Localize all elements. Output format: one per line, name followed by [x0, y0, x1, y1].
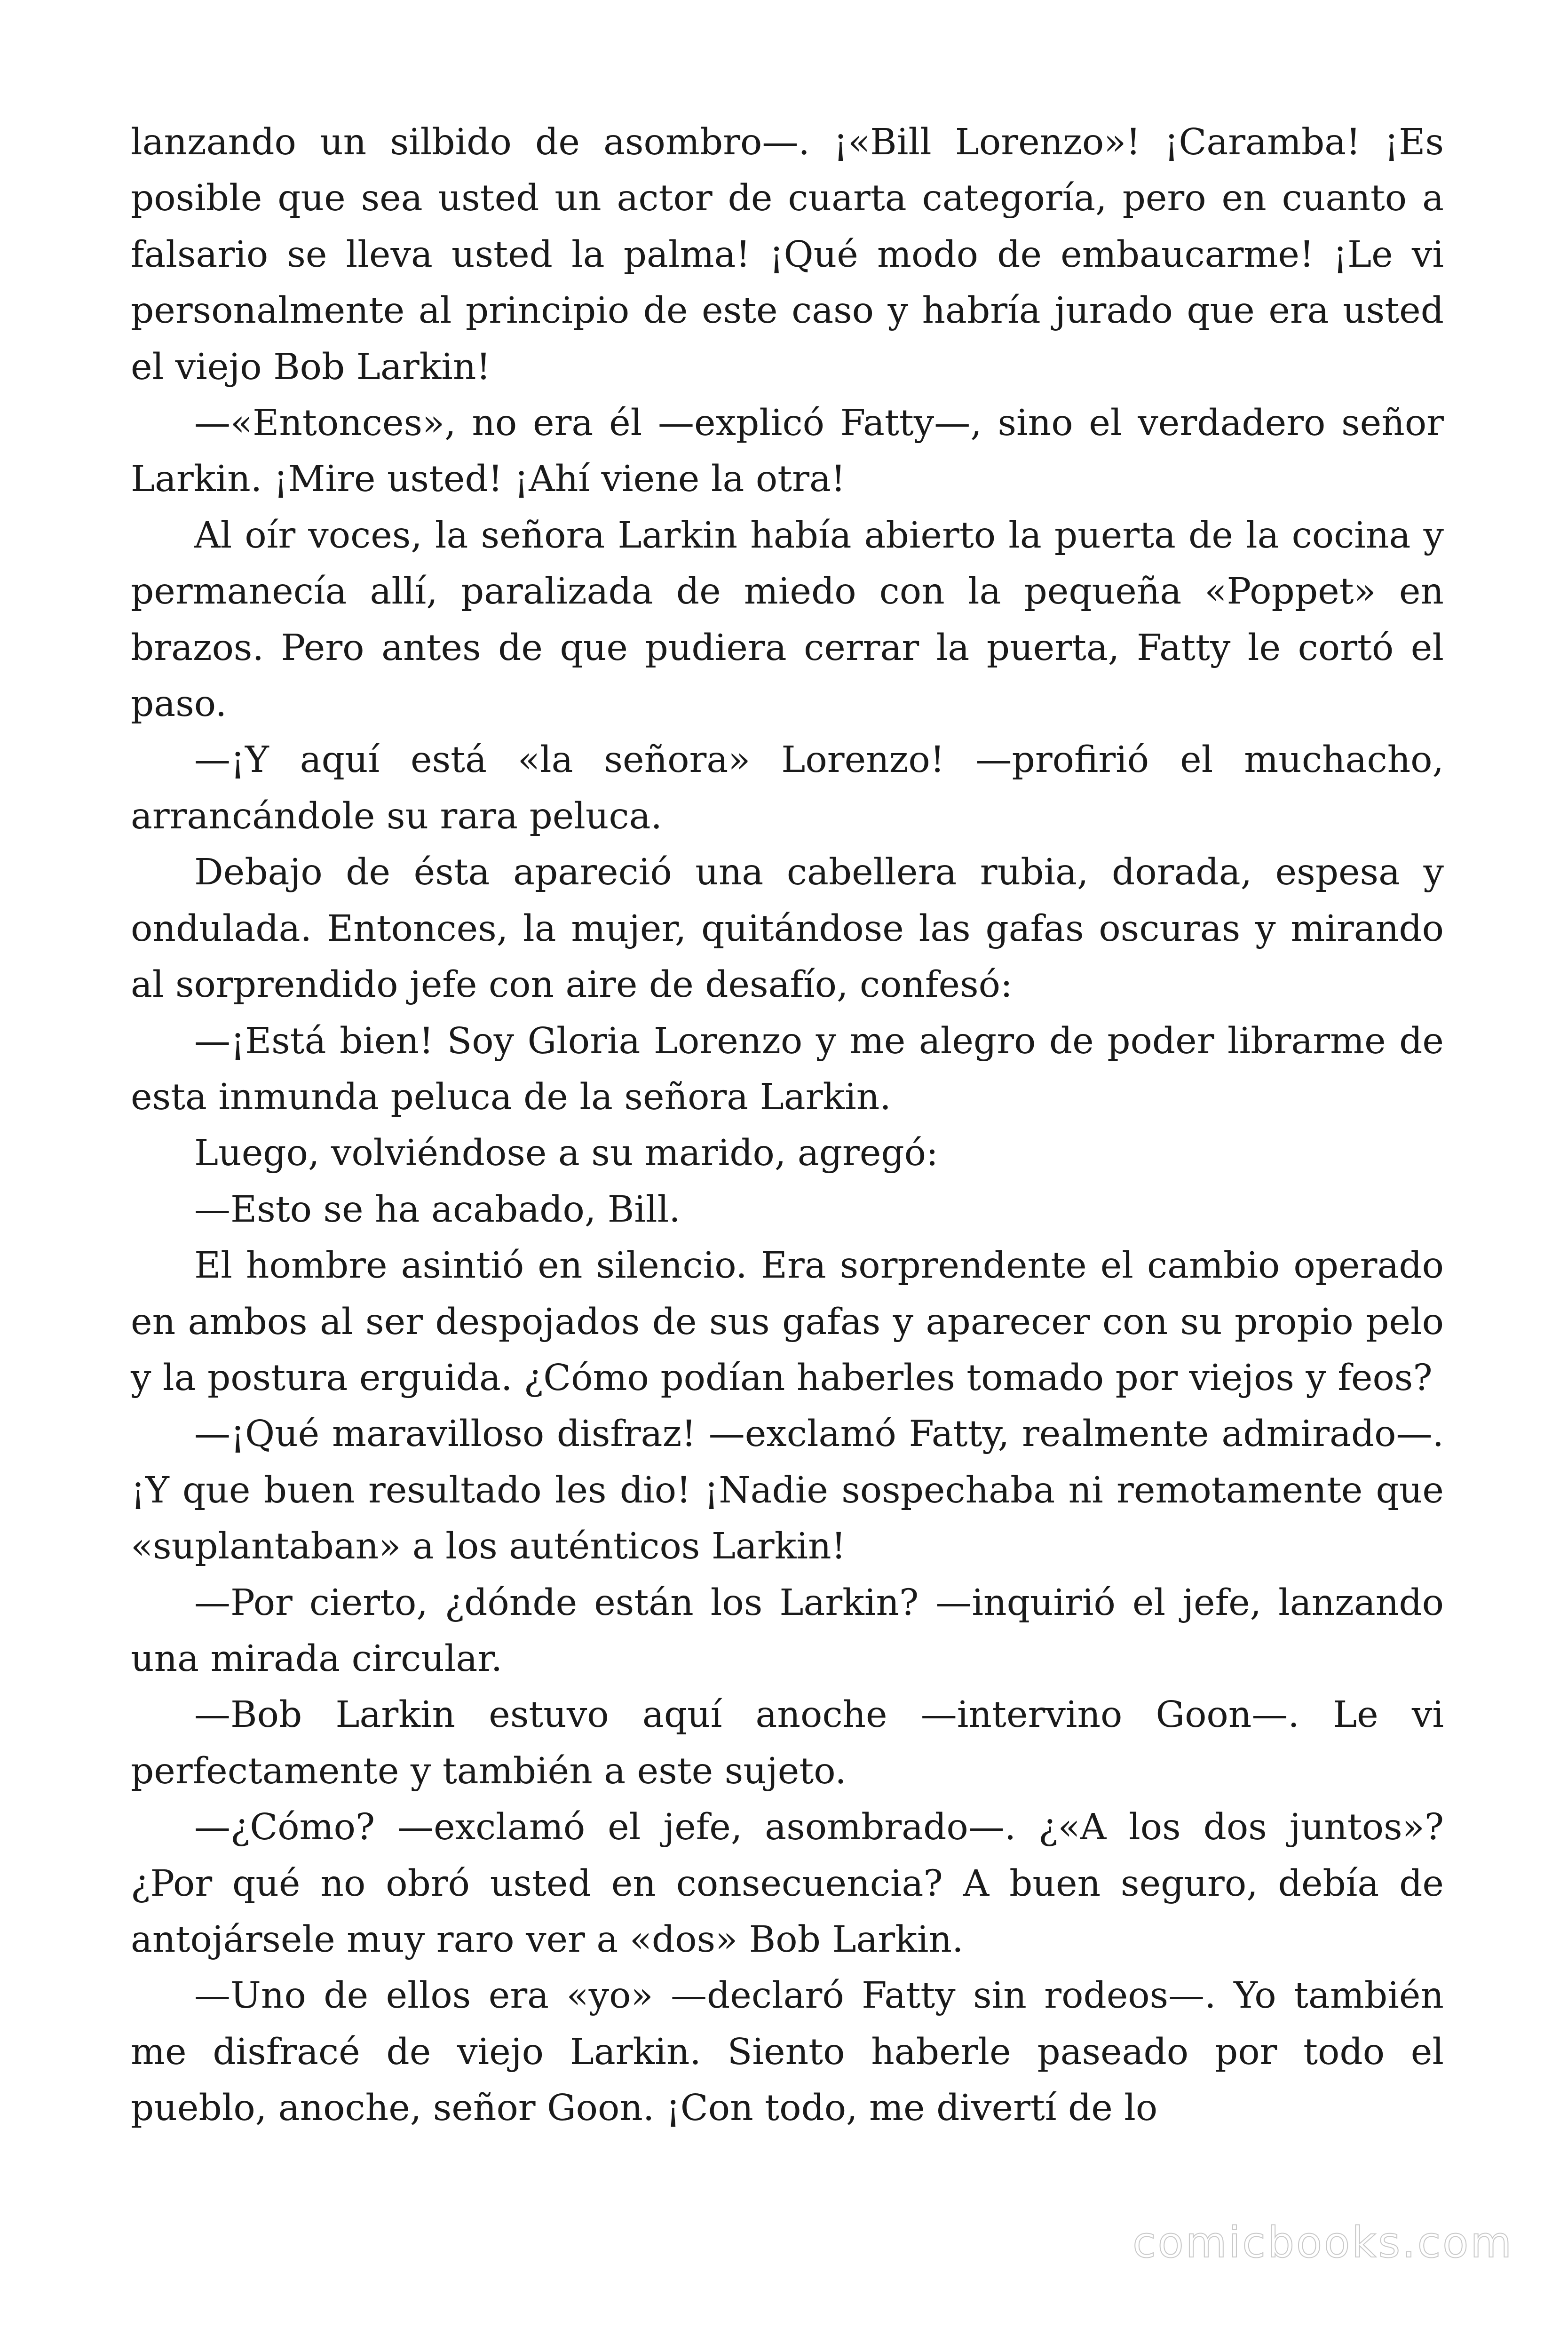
paragraph: —Por cierto, ¿dónde están los Larkin? —inquirió el jefe, lanzando una mirada circular. [131, 1581, 1444, 1680]
paragraph: Debajo de ésta apareció una cabellera rubia, dorada, espesa y ondulada. Entonces, la mujer, quitándose las gafas oscuras y mirando al sorprendido jefe con aire de desafío, confesó: [131, 851, 1444, 1006]
paragraph: lanzando un silbido de asombro—. ¡«Bill Lorenzo»! ¡Caramba! ¡Es posible que sea usted un actor de cuarta categoría, pero en cuanto a falsario se lleva usted la palma! ¡Qué modo de embaucarme! ¡Le vi personalmente al principio de este caso y habría jurado que era usted el viejo Bob Larkin! [131, 121, 1444, 388]
paragraph: —Esto se ha acabado, Bill. [194, 1188, 681, 1231]
paragraph: —¿Cómo? —exclamó el jefe, asombrado—. ¿«A los dos juntos»? ¿Por qué no obró usted en consecuencia? A buen seguro, debía de antojársele muy raro ver a «dos» Bob Larkin. [131, 1806, 1444, 1961]
paragraph: Al oír voces, la señora Larkin había abierto la puerta de la cocina y permanecía allí, paralizada de miedo con la pequeña «Poppet» en brazos. Pero antes de que pudiera cerrar la puerta, Fatty le cortó el paso. [131, 514, 1444, 725]
paragraph: El hombre asintió en silencio. Era sorprendente el cambio operado en ambos al ser despojados de sus gafas y aparecer con su propio pelo y la postura erguida. ¿Cómo podían haberles tomado por viejos y feos? [131, 1245, 1444, 1399]
paragraph: —Bob Larkin estuvo aquí anoche —intervino Goon—. Le vi perfectamente y también a este sujeto. [131, 1694, 1444, 1792]
paragraph: —¡Y aquí está «la señora» Lorenzo! —profirió el muchacho, arrancándole su rara peluca. [131, 739, 1444, 837]
body-text [131, 114, 1444, 2137]
paragraph: —«Entonces», no era él —explicó Fatty—, sino el verdadero señor Larkin. ¡Mire usted! ¡Ahí viene la otra! [131, 402, 1444, 501]
paragraph: —¡Qué maravilloso disfraz! —exclamó Fatty, realmente admirado—. ¡Y que buen resultado les dio! ¡Nadie sospechaba ni remotamente que «suplantaban» a los auténticos Larkin! [131, 1413, 1444, 1568]
paragraph: —Uno de ellos era «yo» —declaró Fatty sin rodeos—. Yo también me disfracé de viejo Larkin. Siento haberle paseado por todo el pueblo, anoche, señor Goon. ¡Con todo, me divertí de lo [131, 1975, 1444, 2130]
paragraph: —¡Está bien! Soy Gloria Lorenzo y me alegro de poder librarme de esta inmunda peluca de la señora Larkin. [131, 1020, 1444, 1118]
paragraph: Luego, volviéndose a su marido, agregó: [194, 1132, 938, 1175]
watermark-logo: comicbooks.com [1132, 2218, 1513, 2267]
